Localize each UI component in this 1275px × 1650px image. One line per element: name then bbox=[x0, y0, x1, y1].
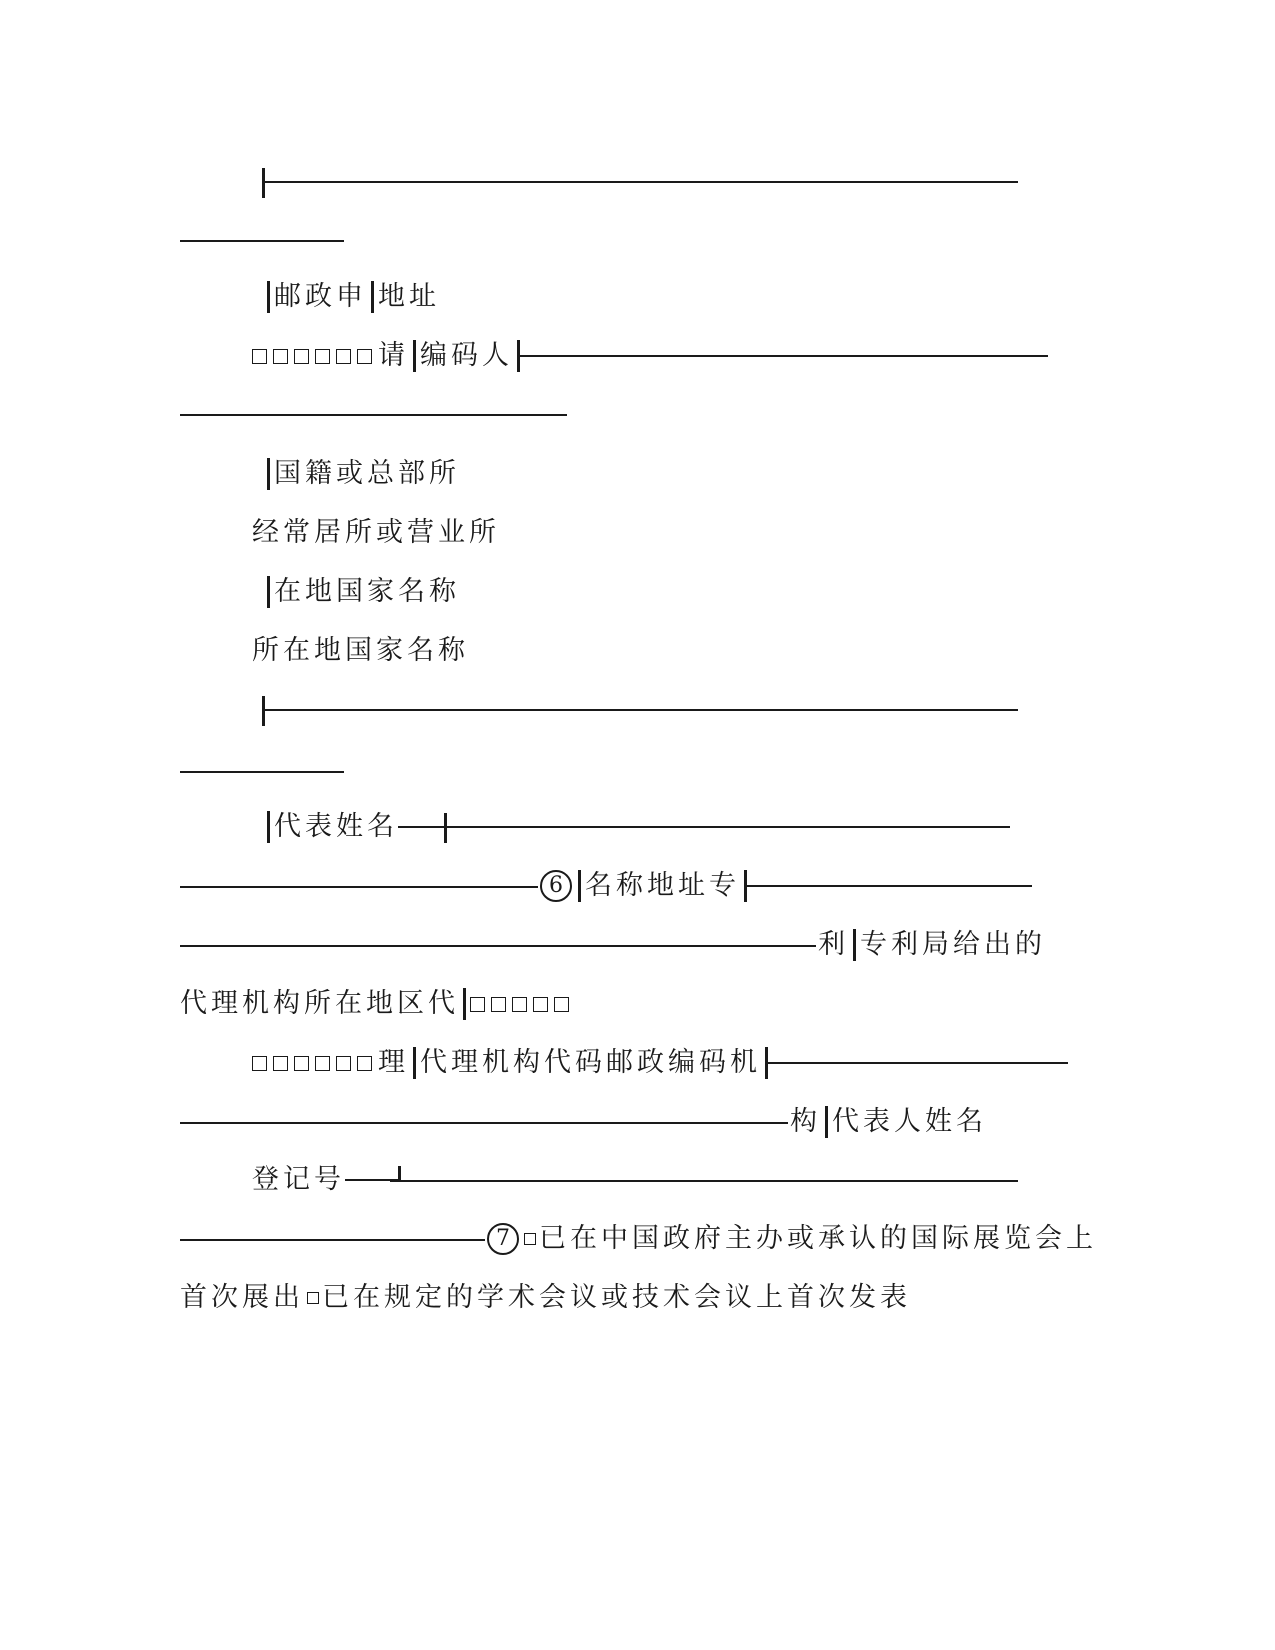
horizontal-rule bbox=[435, 826, 1010, 828]
checkbox-icon bbox=[357, 349, 372, 364]
checkbox-icon bbox=[315, 349, 330, 364]
horizontal-rule bbox=[180, 886, 538, 888]
vertical-bar bbox=[825, 1106, 828, 1138]
checkbox-icon bbox=[533, 997, 548, 1012]
checkbox-icon bbox=[273, 1056, 288, 1071]
checkbox-icon bbox=[315, 1056, 330, 1071]
rule-tick bbox=[262, 168, 265, 198]
text-line bbox=[252, 631, 469, 671]
label-request: 请 bbox=[378, 340, 409, 371]
text-line bbox=[180, 1278, 911, 1318]
checkbox-icon bbox=[491, 997, 506, 1012]
text-line bbox=[180, 984, 575, 1024]
label-patent-office: 专利局给出的 bbox=[860, 929, 1046, 960]
vertical-bar bbox=[578, 870, 581, 902]
label-code-person: 编码人 bbox=[420, 340, 513, 371]
vertical-bar bbox=[463, 988, 466, 1020]
vertical-bar bbox=[267, 458, 270, 490]
horizontal-rule bbox=[180, 1239, 485, 1241]
text-line bbox=[252, 1043, 1068, 1083]
horizontal-rule bbox=[180, 414, 567, 416]
label-rep-name: 代表姓名 bbox=[274, 811, 398, 842]
vertical-bar bbox=[267, 281, 270, 313]
horizontal-rule bbox=[180, 240, 344, 242]
checkbox-icon bbox=[294, 349, 309, 364]
horizontal-rule bbox=[265, 709, 1018, 711]
horizontal-rule bbox=[390, 1180, 1018, 1182]
horizontal-rule bbox=[520, 355, 1048, 357]
checkbox-icon bbox=[294, 1056, 309, 1071]
label-first-shown: 首次展出 bbox=[180, 1282, 304, 1313]
label-li: 利 bbox=[818, 929, 849, 960]
vertical-bar bbox=[371, 281, 374, 313]
label-agency-region: 代理机构所在地区代 bbox=[180, 988, 459, 1019]
label-name-address: 名称地址专 bbox=[585, 870, 740, 901]
horizontal-rule bbox=[180, 945, 816, 947]
label-postal-applicant: 邮政申 bbox=[274, 281, 367, 312]
horizontal-rule bbox=[180, 1122, 788, 1124]
horizontal-rule bbox=[747, 885, 1032, 887]
text-line bbox=[263, 807, 448, 847]
vertical-bar bbox=[413, 1047, 416, 1079]
text-line bbox=[263, 572, 460, 612]
label-representative-name: 代表人姓名 bbox=[832, 1106, 987, 1137]
horizontal-rule bbox=[265, 181, 1018, 183]
circled-number-6: 6 bbox=[540, 870, 572, 902]
text-line bbox=[818, 925, 1046, 965]
vertical-bar bbox=[267, 576, 270, 608]
text-line bbox=[485, 1219, 1097, 1259]
text-line bbox=[263, 454, 460, 494]
rule-tee-up bbox=[398, 1166, 401, 1181]
checkbox-icon bbox=[512, 997, 527, 1012]
label-conference: 已在规定的学术会议或技术会议上首次发表 bbox=[322, 1282, 911, 1313]
checkbox-exhibition[interactable] bbox=[524, 1233, 536, 1245]
label-gou: 构 bbox=[790, 1106, 821, 1137]
checkbox-icon bbox=[336, 349, 351, 364]
label-agency-code: 代理机构代码邮政编码机 bbox=[420, 1047, 761, 1078]
label-location-country: 所在地国家名称 bbox=[252, 635, 469, 666]
checkbox-icon bbox=[357, 1056, 372, 1071]
label-exhibition: 已在中国政府主办或承认的国际展览会上 bbox=[539, 1223, 1097, 1254]
checkbox-icon bbox=[336, 1056, 351, 1071]
horizontal-rule bbox=[180, 771, 344, 773]
label-country-name: 在地国家名称 bbox=[274, 576, 460, 607]
vertical-bar bbox=[413, 340, 416, 372]
rule-tick bbox=[262, 696, 265, 726]
text-line bbox=[252, 513, 500, 553]
vertical-bar bbox=[853, 929, 856, 961]
circled-number-7: 7 bbox=[487, 1223, 519, 1255]
horizontal-rule bbox=[768, 1062, 1068, 1064]
label-li-agent: 理 bbox=[378, 1047, 409, 1078]
rule-cross bbox=[444, 813, 447, 843]
text-line bbox=[252, 1160, 400, 1200]
vertical-bar bbox=[267, 811, 270, 843]
label-residence: 经常居所或营业所 bbox=[252, 517, 500, 548]
checkbox-icon bbox=[252, 1056, 267, 1071]
checkbox-icon bbox=[273, 349, 288, 364]
text-line bbox=[538, 866, 1032, 906]
label-registration-no: 登记号 bbox=[252, 1164, 345, 1195]
label-nationality: 国籍或总部所 bbox=[274, 458, 460, 489]
checkbox-icon bbox=[470, 997, 485, 1012]
label-address: 地址 bbox=[378, 281, 440, 312]
text-line bbox=[263, 277, 440, 317]
text-line bbox=[252, 336, 1048, 376]
checkbox-conference[interactable] bbox=[307, 1292, 319, 1304]
checkbox-icon bbox=[252, 349, 267, 364]
checkbox-icon bbox=[554, 997, 569, 1012]
text-line bbox=[790, 1102, 987, 1142]
